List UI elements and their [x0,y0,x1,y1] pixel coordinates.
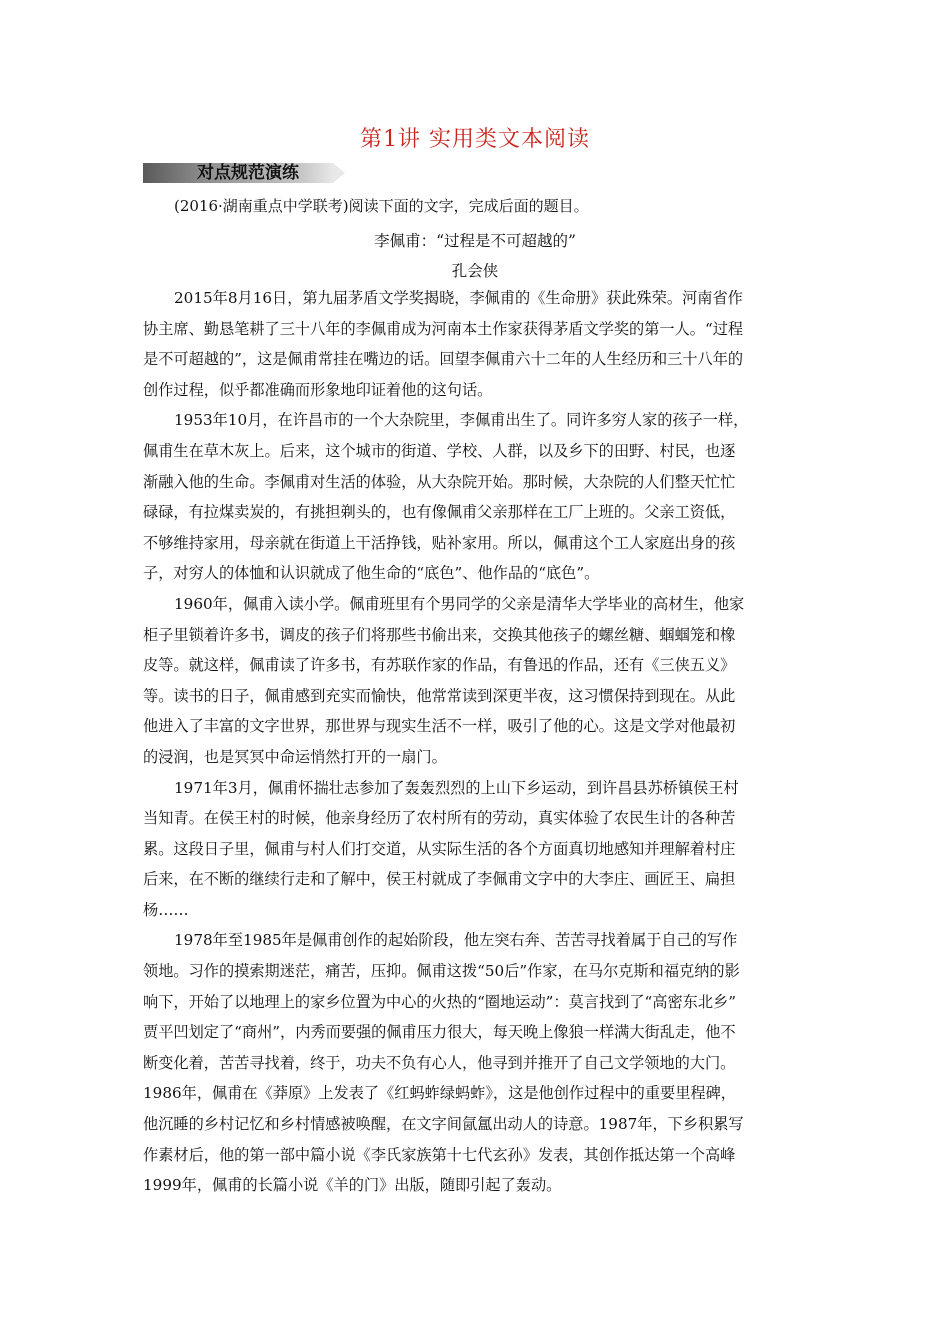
paragraph-line: 碌碌，有拉煤卖炭的，有挑担剃头的，也有像佩甫父亲那样在工厂上班的。父亲工资低， [143,503,736,522]
paragraph-line: 1999年，佩甫的长篇小说《羊的门》出版，随即引起了轰动。 [143,1176,562,1195]
paragraph-line: 等。读书的日子，佩甫感到充实而愉快，他常常读到深更半夜，这习惯保持到现在。从此 [143,686,736,705]
paragraph-line: 2015年8月16日，第九届茅盾文学奖揭晓，李佩甫的《生命册》获此殊荣。河南省作 [174,289,743,307]
paragraph [143,589,807,773]
paragraph-line: 贾平凹划定了“商州”，内秀而要强的佩甫压力很大，每天晚上像狼一样满大街乱走，他不 [143,1023,736,1042]
section-banner-label: 对点规范演练 [197,163,299,183]
lesson-title: 第1讲 实用类文本阅读 [360,127,590,152]
paragraph-line: 子，对穷人的体恤和认识就成了他生命的“底色”、他作品的“底色”。 [143,564,600,583]
paragraph-line: 创作过程，似乎都准确而形象地印证着他的这句话。 [143,380,493,399]
paragraph-line: 1978年至1985年是佩甫创作的起始阶段，他左突右奔、苦苦寻找着属于自己的写作 [174,931,738,950]
paragraph-line: 渐融入他的生命。李佩甫对生活的体验，从大杂院开始。那时候，大杂院的人们整天忙忙 [143,472,736,491]
paragraph-line: 佩甫生在草木灰上。后来，这个城市的街道、学校、人群，以及乡下的田野、村民，也逐 [143,441,736,460]
paragraph-line: 当知青。在侯王村的时候，他亲身经历了农村所有的劳动，真实体验了农民生计的各种苦 [143,809,736,828]
paragraph-line: 1953年10月，在许昌市的一个大杂院里，李佩甫出生了。同许多穷人家的孩子一样， [174,411,749,430]
article-author: 孔会侠 [451,262,499,280]
paragraph-line: 1986年，佩甫在《莽原》上发表了《红蚂蚱绿蚂蚱》，这是他创作过程中的重要里程碑， [143,1084,736,1103]
paragraph-line: 1960年，佩甫入读小学。佩甫班里有个男同学的父亲是清华大学毕业的高材生，他家 [174,594,745,613]
paragraph-line: 响下，开始了以地理上的家乡位置为中心的火热的“圈地运动”：莫言找到了“高密东北乡” [143,992,736,1011]
question-intro: (2016·湖南重点中学联考)阅读下面的文字，完成后面的题目。 [174,197,589,215]
paragraph-line: 作素材后，他的第一部中篇小说《李氏家族第十七代玄孙》发表，其创作抵达第一个高峰 [143,1145,736,1164]
paragraph-line: 1971年3月，佩甫怀揣壮志参加了轰轰烈烈的上山下乡运动，到许昌县苏桥镇侯王村 [174,778,739,797]
paragraph-line: 不够维持家用，母亲就在街道上干活挣钱，贴补家用。所以，佩甫这个工人家庭出身的孩 [143,533,736,552]
article-title: 李佩甫：“过程是不可超越的” [374,232,576,250]
paragraph-line: 领地。习作的摸索期迷茫，痛苦，压抑。佩甫这拨“50后”作家，在马尔克斯和福克纳的影 [143,962,740,981]
section-banner [143,160,343,184]
paragraph-line: 累。这段日子里，佩甫与村人们打交道，从实际生活的各个方面真切地感知并理解着村庄 [143,839,736,858]
paragraph [143,773,807,926]
paragraph-line: 柜子里锁着许多书，调皮的孩子们将那些书偷出来，交换其他孩子的螺丝糖、蝈蝈笼和橡 [143,625,736,644]
paragraph-line: 的浸润，也是冥冥中命运悄然打开的一扇门。 [143,747,447,766]
banner-arrow-icon [333,163,345,183]
paragraph-line: 后来，在不断的继续行走和了解中，侯王村就成了李佩甫文字中的大李庄、画匠王、扁担 [143,870,736,889]
paragraph [143,283,807,405]
paragraph-line: 皮等。就这样，佩甫读了许多书，有苏联作家的作品，有鲁迅的作品，还有《三侠五义》 [143,656,736,675]
paragraph-line: 断变化着，苦苦寻找着，终于，功夫不负有心人，他寻到并推开了自己文学领地的大门。 [143,1053,736,1072]
paragraph [143,925,807,1200]
paragraph-line: 协主席、勤恳笔耕了三十八年的李佩甫成为河南本土作家获得茅盾文学奖的第一人。“过程 [143,319,744,338]
paragraph-line: 杨…… [143,900,189,919]
paragraph-line: 他进入了丰富的文字世界，那世界与现实生活不一样，吸引了他的心。这是文学对他最初 [143,717,736,736]
paragraph-line: 是不可超越的”，这是佩甫常挂在嘴边的话。回望李佩甫六十二年的人生经历和三十八年的 [143,350,744,369]
article-body [143,283,807,1201]
paragraph [143,405,807,589]
paragraph-line: 他沉睡的乡村记忆和乡村情感被唤醒，在文字间氤氲出动人的诗意。1987年，下乡积累写 [143,1115,744,1134]
